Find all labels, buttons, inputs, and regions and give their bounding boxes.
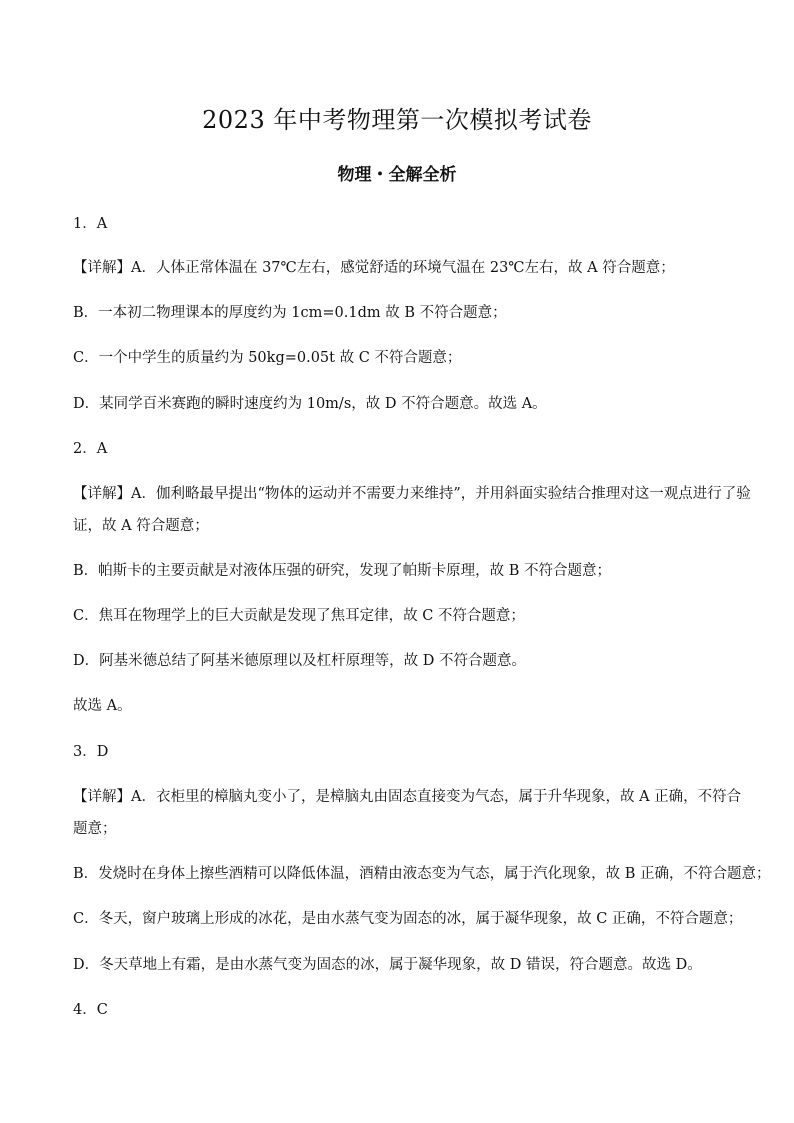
explanation-line: D．阿基米德总结了阿基米德原理以及杠杆原理等，故 D 不符合题意。 — [73, 653, 526, 669]
answer-number-4: 4．C — [73, 1002, 108, 1018]
explanation-line: C．一个中学生的质量约为 50kg=0.05t 故 C 不符合题意； — [73, 350, 462, 366]
explanation-line: B．发烧时在身体上擦些酒精可以降低体温，酒精由液态变为气态，属于汽化现象，故 B 正确，不符合题意； — [73, 866, 771, 882]
answer-number-2: 2．A — [73, 441, 108, 457]
explanation-line: 【详解】A．人体正常体温在 37℃左右，感觉舒适的环境气温在 23℃左右，故 A 符合题意； — [73, 260, 675, 276]
answer-number-3: 3．D — [73, 744, 109, 760]
answer-number-1: 1．A — [73, 216, 108, 232]
explanation-line: 【详解】A．伽利略最早提出“物体的运动并不需要力来维持”，并用斜面实验结合推理对这一观点进行了验 — [73, 486, 751, 502]
document-subtitle: 物理・全解全析 — [337, 165, 457, 185]
explanation-line: D．冬天草地上有霜，是由水蒸气变为固态的冰，属于凝华现象，故 D 错误，符合题意。故选 D。 — [73, 957, 702, 973]
explanation-line: C．焦耳在物理学上的巨大贡献是发现了焦耳定律，故 C 不符合题意； — [73, 608, 525, 624]
explanation-line: 题意； — [73, 821, 117, 837]
explanation-line: B．一本初二物理课本的厚度约为 1cm=0.1dm 故 B 不符合题意； — [73, 305, 507, 321]
explanation-line: 【详解】A．衣柜里的樟脑丸变小了，是樟脑丸由固态直接变为气态，属于升华现象，故 A 正确，不符合 — [73, 789, 742, 805]
explanation-line: 证，故 A 符合题意； — [73, 518, 209, 534]
explanation-line: B．帕斯卡的主要贡献是对液体压强的研究，发现了帕斯卡原理，故 B 不符合题意； — [73, 563, 612, 579]
explanation-line: C．冬天，窗户玻璃上形成的冰花，是由水蒸气变为固态的冰，属于凝华现象，故 C 正确，不符合题意； — [73, 911, 743, 927]
document-title: 2023 年中考物理第一次模拟考试卷 — [202, 106, 592, 134]
explanation-line: 故选 A。 — [73, 698, 132, 714]
explanation-line: D．某同学百米赛跑的瞬时速度约为 10m/s，故 D 不符合题意。故选 A。 — [73, 396, 547, 412]
